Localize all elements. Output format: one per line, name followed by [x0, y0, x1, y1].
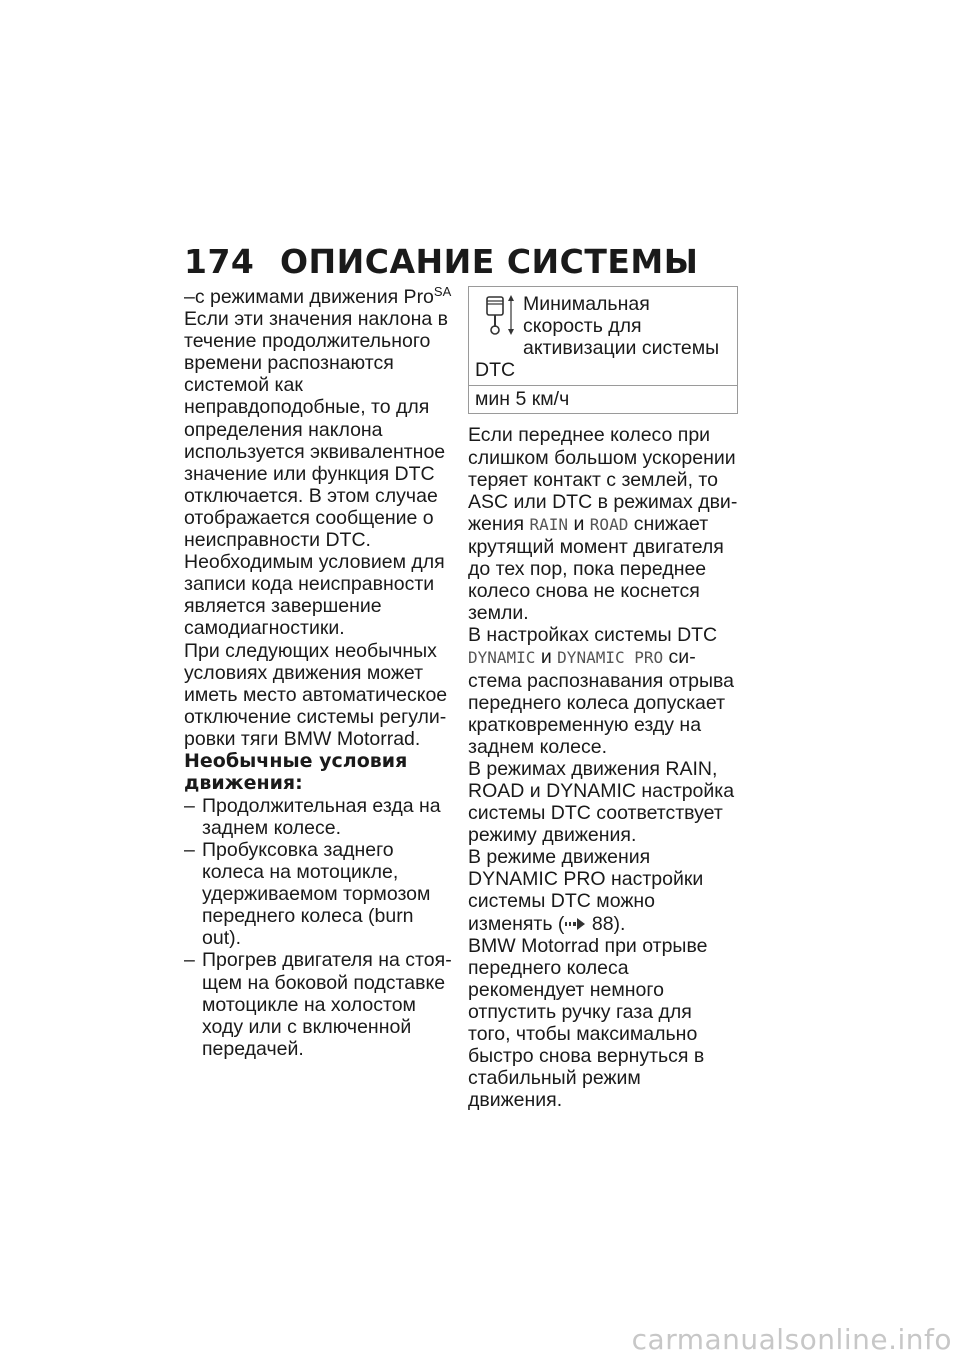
- mode-rain: RAIN: [529, 514, 569, 534]
- dash: –: [184, 286, 195, 308]
- paragraph-recommendation: BMW Motorrad при отрыве переднего колеса рекомендует немного отпустить ручку газа для того, чтобы максимально быстро снова вернуться в стабильный режим движения.: [468, 934, 708, 1112]
- spec-label: Минимальная скорость для активизации системы DTC: [475, 293, 720, 382]
- page-header: [184, 242, 744, 281]
- right-column: [468, 286, 738, 1111]
- spec-label-cell: [469, 287, 737, 385]
- piston-icon: [475, 293, 519, 339]
- paragraph-front-lift: Если переднее колесо при слишком большом ускорении теряет контакт с землей, то ASC или DTC в режимах движения RAIN и ROAD снижает крутящий момент двигателя до тех пор, пока переднее колесо снова не коснется земли.: [468, 424, 738, 625]
- page-reference-link[interactable]: ( 88: [557, 912, 614, 935]
- mode-dynamic: DYNAMIC: [468, 648, 536, 668]
- spec-value: мин 5 км/ч: [475, 388, 570, 411]
- paragraph-lean-values: Если эти значения наклона в течение продолжительного времени распознаются системой как неправдоподобные, то для определения наклона используется эквивалентное значение или функция DTC отключается. В этом случае отображается сообщение о неисправности DTC. Необходимым условием для записи кода неисправности является завершение самодиагностики.: [184, 308, 448, 640]
- list-item: – Продолжительная езда на заднем колесе.: [184, 794, 441, 839]
- paragraph-dynamic-pro: В режиме движения DYNAMIC PRO настройки системы DTC можно изменять ( 88).: [468, 846, 704, 935]
- watermark: carmanualsonline.info: [631, 1323, 952, 1356]
- list-item: – Пробуксовка заднего колеса на мотоцикле, удерживаемом тормозом переднего колеса (burn out).: [184, 838, 431, 950]
- spec-table: [468, 286, 738, 414]
- paragraph-mode-match: В режимах движения RAIN, ROAD и DYNAMIC настройка системы DTC соответствует режиму движения.: [468, 757, 735, 847]
- sa-superscript: SA: [433, 284, 452, 299]
- page-number: 174: [184, 242, 255, 281]
- mode-road: ROAD: [589, 514, 629, 534]
- heading-unusual-conditions: Необычные условия движения:: [184, 749, 408, 795]
- page-reference-arrow-icon: [564, 917, 586, 931]
- mode-dynamic-pro: DYNAMIC PRO: [557, 648, 664, 668]
- paragraph-auto-disable: При следующих необычных условиях движения может иметь место автоматическое отключение системы регулировки тяги BMW Motorrad.: [184, 639, 448, 750]
- paragraph-dynamic-settings: В настройках системы DTC DYNAMIC и DYNAMIC PRO система распознавания отрыва переднего колеса допускает кратковременную езду на заднем колесе.: [468, 624, 734, 758]
- page-reference-number: 88: [591, 912, 614, 935]
- left-column: [184, 286, 452, 1060]
- list-item: – Прогрев двигателя на стоящем на боковой подставке мотоцикле на холостом ходу или с включенной передачей.: [184, 949, 452, 1060]
- mode-condition-line: [184, 286, 452, 308]
- mode-condition-text: с режимами движения Pro: [194, 286, 434, 308]
- chapter-title: ОПИСАНИЕ СИСТЕМЫ: [280, 242, 699, 281]
- spec-value-cell: [469, 385, 737, 413]
